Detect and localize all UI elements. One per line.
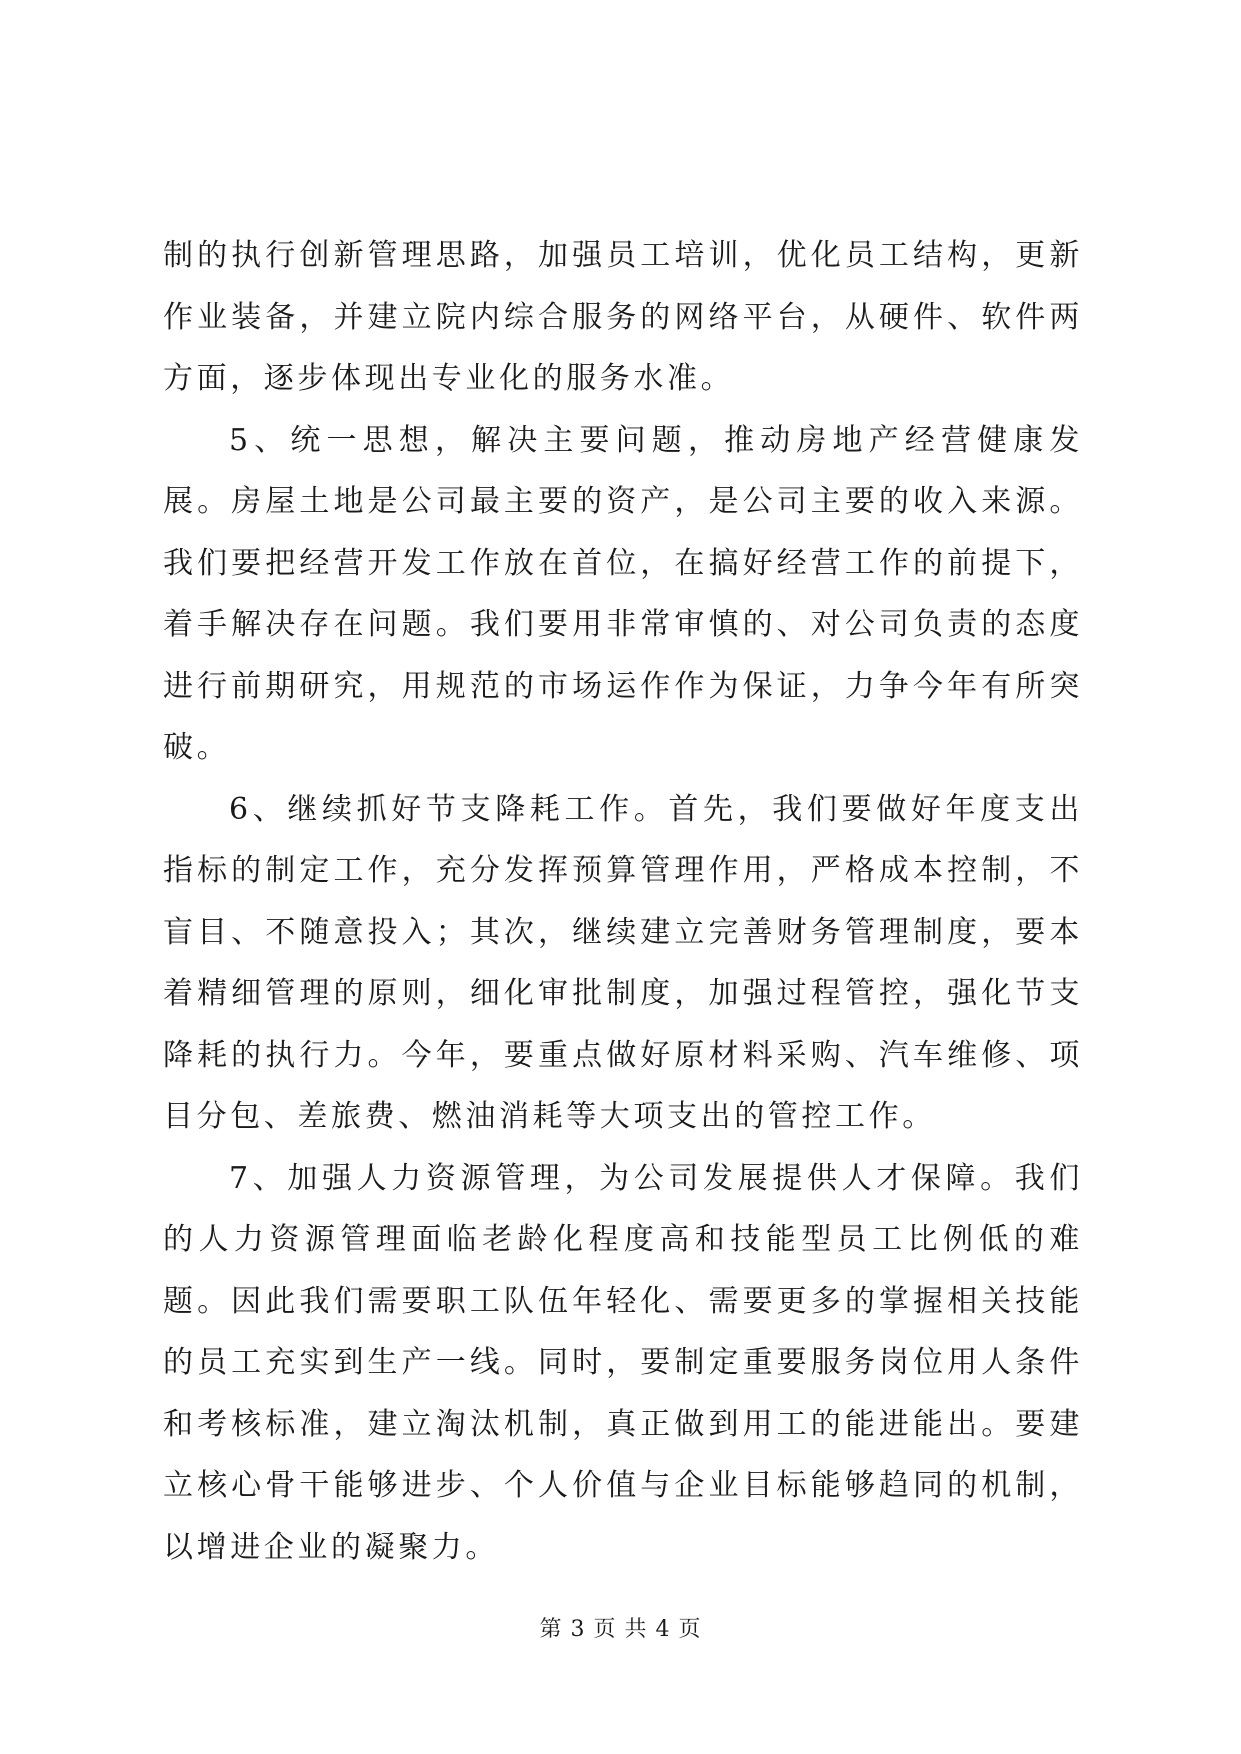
document-body <box>163 225 1083 1578</box>
paragraph-item-5: 5、统一思想，解决主要问题，推动房地产经营健康发展。房屋土地是公司最主要的资产，是公司主要的收入来源。我们要把经营开发工作放在首位，在搞好经营工作的前提下，着手解决存在问题。我们要用非常审慎的、对公司负责的态度进行前期研究，用规范的市场运作作为保证，力争今年有所突破。 <box>163 422 1083 765</box>
paragraph-item-7: 7、加强人力资源管理，为公司发展提供人才保障。我们的人力资源管理面临老龄化程度高和技能型员工比例低的难题。因此我们需要职工队伍年轻化、需要更多的掌握相关技能的员工充实到生产一线。同时，要制定重要服务岗位用人条件和考核标准，建立淘汰机制，真正做到用工的能进能出。要建立核心骨干能够进步、个人价值与企业目标能够趋同的机制，以增进企业的凝聚力。 <box>163 1160 1083 1565</box>
paragraph-item-6: 6、继续抓好节支降耗工作。首先，我们要做好年度支出指标的制定工作，充分发挥预算管理作用，严格成本控制，不盲目、不随意投入；其次，继续建立完善财务管理制度，要本着精细管理的原则，细化审批制度，加强过程管控，强化节支降耗的执行力。今年，要重点做好原材料采购、汽车维修、项目分包、差旅费、燃油消耗等大项支出的管控工作。 <box>163 791 1083 1134</box>
paragraph-continuation: 制的执行创新管理思路，加强员工培训，优化员工结构，更新作业装备，并建立院内综合服务的网络平台，从硬件、软件两方面，逐步体现出专业化的服务水准。 <box>163 238 1083 396</box>
page-number-footer: 第 3 页 共 4 页 <box>539 1617 702 1642</box>
